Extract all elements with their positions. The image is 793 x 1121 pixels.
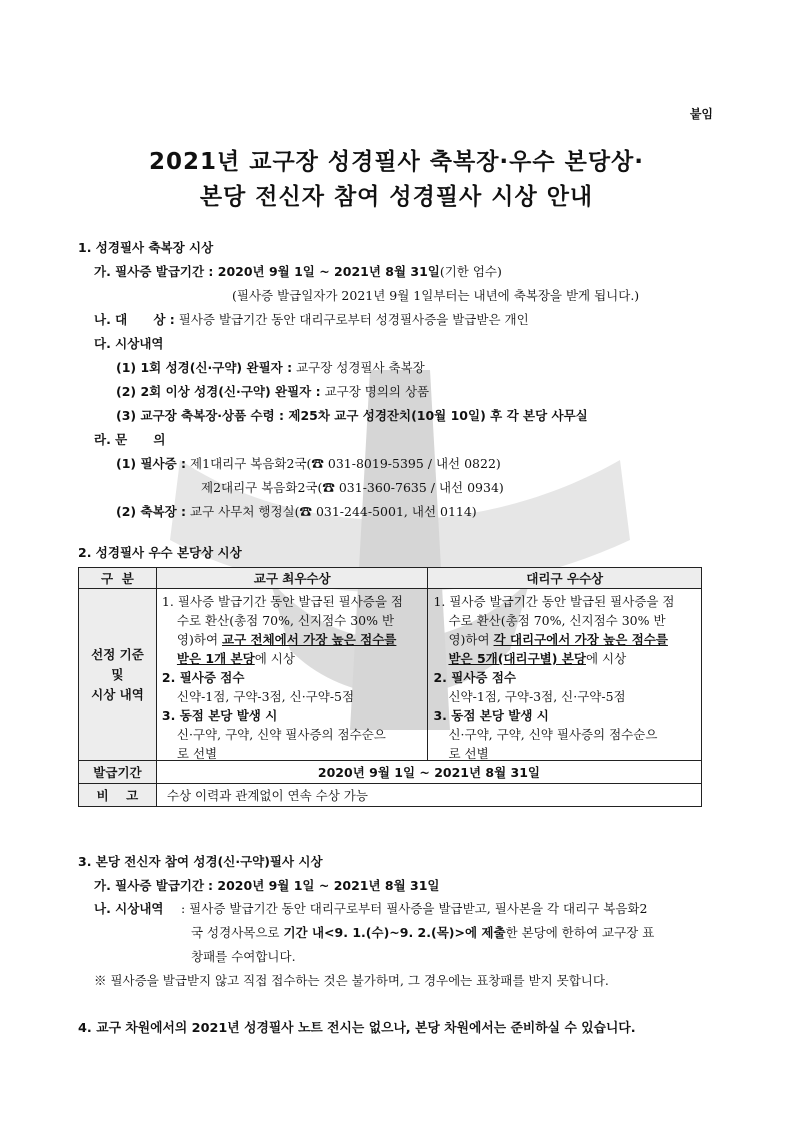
cell-text: 에 시상 <box>254 651 295 666</box>
table-row-note <box>79 784 702 807</box>
cell-text: 신약-1점, 구약-3점, 신·구약-5점 <box>448 689 626 704</box>
s1-ra-label: 라. 문 의 <box>94 432 166 447</box>
table-header-row <box>79 568 702 589</box>
table-cell-vicariate-criteria <box>428 589 702 761</box>
row-label-line2: 및 <box>111 666 124 682</box>
row-label-line3: 시상 내역 <box>91 686 144 702</box>
cell-text: 2. 필사증 점수 <box>161 670 245 685</box>
cell-text <box>177 630 396 648</box>
s1-d1-label: (1) 1회 성경(신·구약) 완필자 : <box>116 360 293 375</box>
page-title-line2: 본당 전신자 참여 성경필사 시상 안내 <box>199 184 594 210</box>
s1-ga-row <box>94 262 502 280</box>
cell-text: 신약-1점, 구약-3점, 신·구약-5점 <box>176 689 355 704</box>
s1-r2-label: (2) 축복장 : <box>116 504 187 519</box>
cell-text: 수로 환산(총점 70%, 신지점수 30% 반 <box>176 613 395 628</box>
section4-heading: 4. 교구 차원에서의 2021년 성경필사 노트 전시는 없으나, 본당 차원에서는 준비하실 수 있습니다. <box>78 1021 636 1036</box>
table-row-period <box>79 761 702 784</box>
section2-heading: 2. 성경필사 우수 본당상 시상 <box>78 545 242 560</box>
table-row-label-criteria <box>79 589 157 761</box>
cell-text: 신·구약, 구약, 신약 필사증의 점수순으 <box>176 727 386 742</box>
s1-r2-text: 교구 사무처 행정실(☎ 031-244-5001, 내선 0114) <box>190 504 477 519</box>
cell-text: 1. 필사증 발급기간 동안 발급된 필사증을 점 <box>161 594 403 609</box>
cell-text-emphasis: 교구 전체에서 가장 높은 점수를 <box>222 632 397 647</box>
table-header-category: 구 분 <box>79 568 157 589</box>
s3-na-l1: : 필사증 발급기간 동안 대리구로부터 필사증을 발급받고, 필사본을 각 대리구 복음화2 <box>181 901 648 916</box>
s1-d2-label: (2) 2회 이상 성경(신·구약) 완필자 : <box>116 384 321 399</box>
s3-na-l2-text: 국 성경사목으로 <box>191 925 284 940</box>
cell-text: 2. 필사증 점수 <box>433 670 516 685</box>
table-row-label-period: 발급기간 <box>79 761 157 784</box>
table-row-criteria <box>79 589 702 761</box>
s1-r1-text: 제1대리구 복음화2국(☎ 031-8019-5395 / 내선 0822) <box>190 456 501 471</box>
s1-na-text: 필사증 발급기간 동안 대리구로부터 성경필사증을 발급받은 개인 <box>178 312 529 327</box>
s3-ga-text: : 2020년 9월 1일 ~ 2021년 8월 31일 <box>208 878 440 893</box>
cell-text: 수로 환산(총점 70%, 신지점수 30% 반 <box>448 613 666 628</box>
table-header-diocese: 교구 최우수상 <box>156 568 428 589</box>
cell-text: 3. 동점 본당 발생 시 <box>161 708 278 723</box>
cell-text: 1. 필사증 발급기간 동안 발급된 필사증을 점 <box>433 594 675 609</box>
s3-na-l2-emphasis: 기간 내<9. 1.(수)~9. 2.(목)>에 제출 <box>283 925 506 940</box>
s1-d1-text: 교구장 성경필사 축복장 <box>296 360 425 375</box>
s1-r1-text2: 제2대리구 복음화2국(☎ 031-360-7635 / 내선 0934) <box>201 480 504 495</box>
s1-d3: (3) 교구장 축복장·상품 수령 : 제25차 교구 성경잔치(10월 10일) 후 각 본당 사무실 <box>116 408 588 423</box>
table-cell-period: 2020년 9월 1일 ~ 2021년 8월 31일 <box>156 761 701 784</box>
cell-text <box>448 630 667 648</box>
s3-ga-row <box>94 876 440 894</box>
cell-text <box>448 649 626 667</box>
s3-na-l3: 창패를 수여합니다. <box>191 949 296 964</box>
page-title-line1: 2021년 교구장 성경필사 축복장·우수 본당상· <box>148 149 644 175</box>
table-row-label-note: 비 고 <box>79 784 157 807</box>
s1-ga-label: 가. 필사증 발급기간 : 2020년 9월 1일 ~ 2021년 8월 31일 <box>94 264 440 279</box>
s1-ga-sub: (필사증 발급일자가 2021년 9월 1일부터는 내년에 축복장을 받게 됩니다.) <box>232 288 640 303</box>
table-cell-note: 수상 이력과 관계없이 연속 수상 가능 <box>156 784 701 807</box>
row-label-line1: 선정 기준 <box>91 646 144 662</box>
section1-heading: 1. 성경필사 축복장 시상 <box>78 240 214 255</box>
cell-text-emphasis: 받은 1개 본당 <box>176 651 255 666</box>
table-header-vicariate: 대리구 우수상 <box>428 568 702 589</box>
s3-na-label: 나. 시상내역 <box>94 901 164 916</box>
s3-note: ※ 필사증을 발급받지 않고 직접 접수하는 것은 불가하며, 그 경우에는 표창패를 받지 못합니다. <box>94 973 609 988</box>
cell-text-emphasis: 각 대리구에서 가장 높은 점수를 <box>493 632 668 647</box>
s1-r1-row <box>116 454 501 472</box>
award-table <box>78 567 702 807</box>
cell-text: 영)하여 <box>448 632 494 647</box>
attachment-label: 붙임 <box>689 107 713 121</box>
cell-text <box>177 649 295 667</box>
s1-d1-row <box>116 358 425 376</box>
s1-d2-text: 교구장 명의의 상품 <box>324 384 430 399</box>
s1-r1-label: (1) 필사증 : <box>116 456 187 471</box>
s1-na-row <box>94 310 529 328</box>
s1-ga-note: (기한 엄수) <box>439 264 502 279</box>
s3-na-l2-text: 한 본당에 한하여 교구장 표 <box>505 925 655 940</box>
s1-da-label: 다. 시상내역 <box>94 336 164 351</box>
s1-r2-row <box>116 502 477 520</box>
cell-text: 3. 동점 본당 발생 시 <box>433 708 549 723</box>
cell-text: 에 시상 <box>585 651 627 666</box>
section3-heading: 3. 본당 전신자 참여 성경(신·구약)필사 시상 <box>78 854 323 869</box>
s1-d2-row <box>116 382 429 400</box>
s1-na-label: 나. 대 상 : <box>94 312 175 327</box>
cell-text: 영)하여 <box>176 632 222 647</box>
cell-text: 신·구약, 구약, 신약 필사증의 점수순으 <box>448 727 658 742</box>
s3-ga-label: 가. 필사증 발급기간 <box>94 878 205 893</box>
s3-na-l2 <box>191 923 654 941</box>
cell-text: 로 선별 <box>448 746 489 761</box>
cell-text: 로 선별 <box>176 746 218 761</box>
table-cell-diocese-criteria <box>156 589 428 761</box>
cell-text-emphasis: 받은 5개(대리구별) 본당 <box>448 651 586 666</box>
